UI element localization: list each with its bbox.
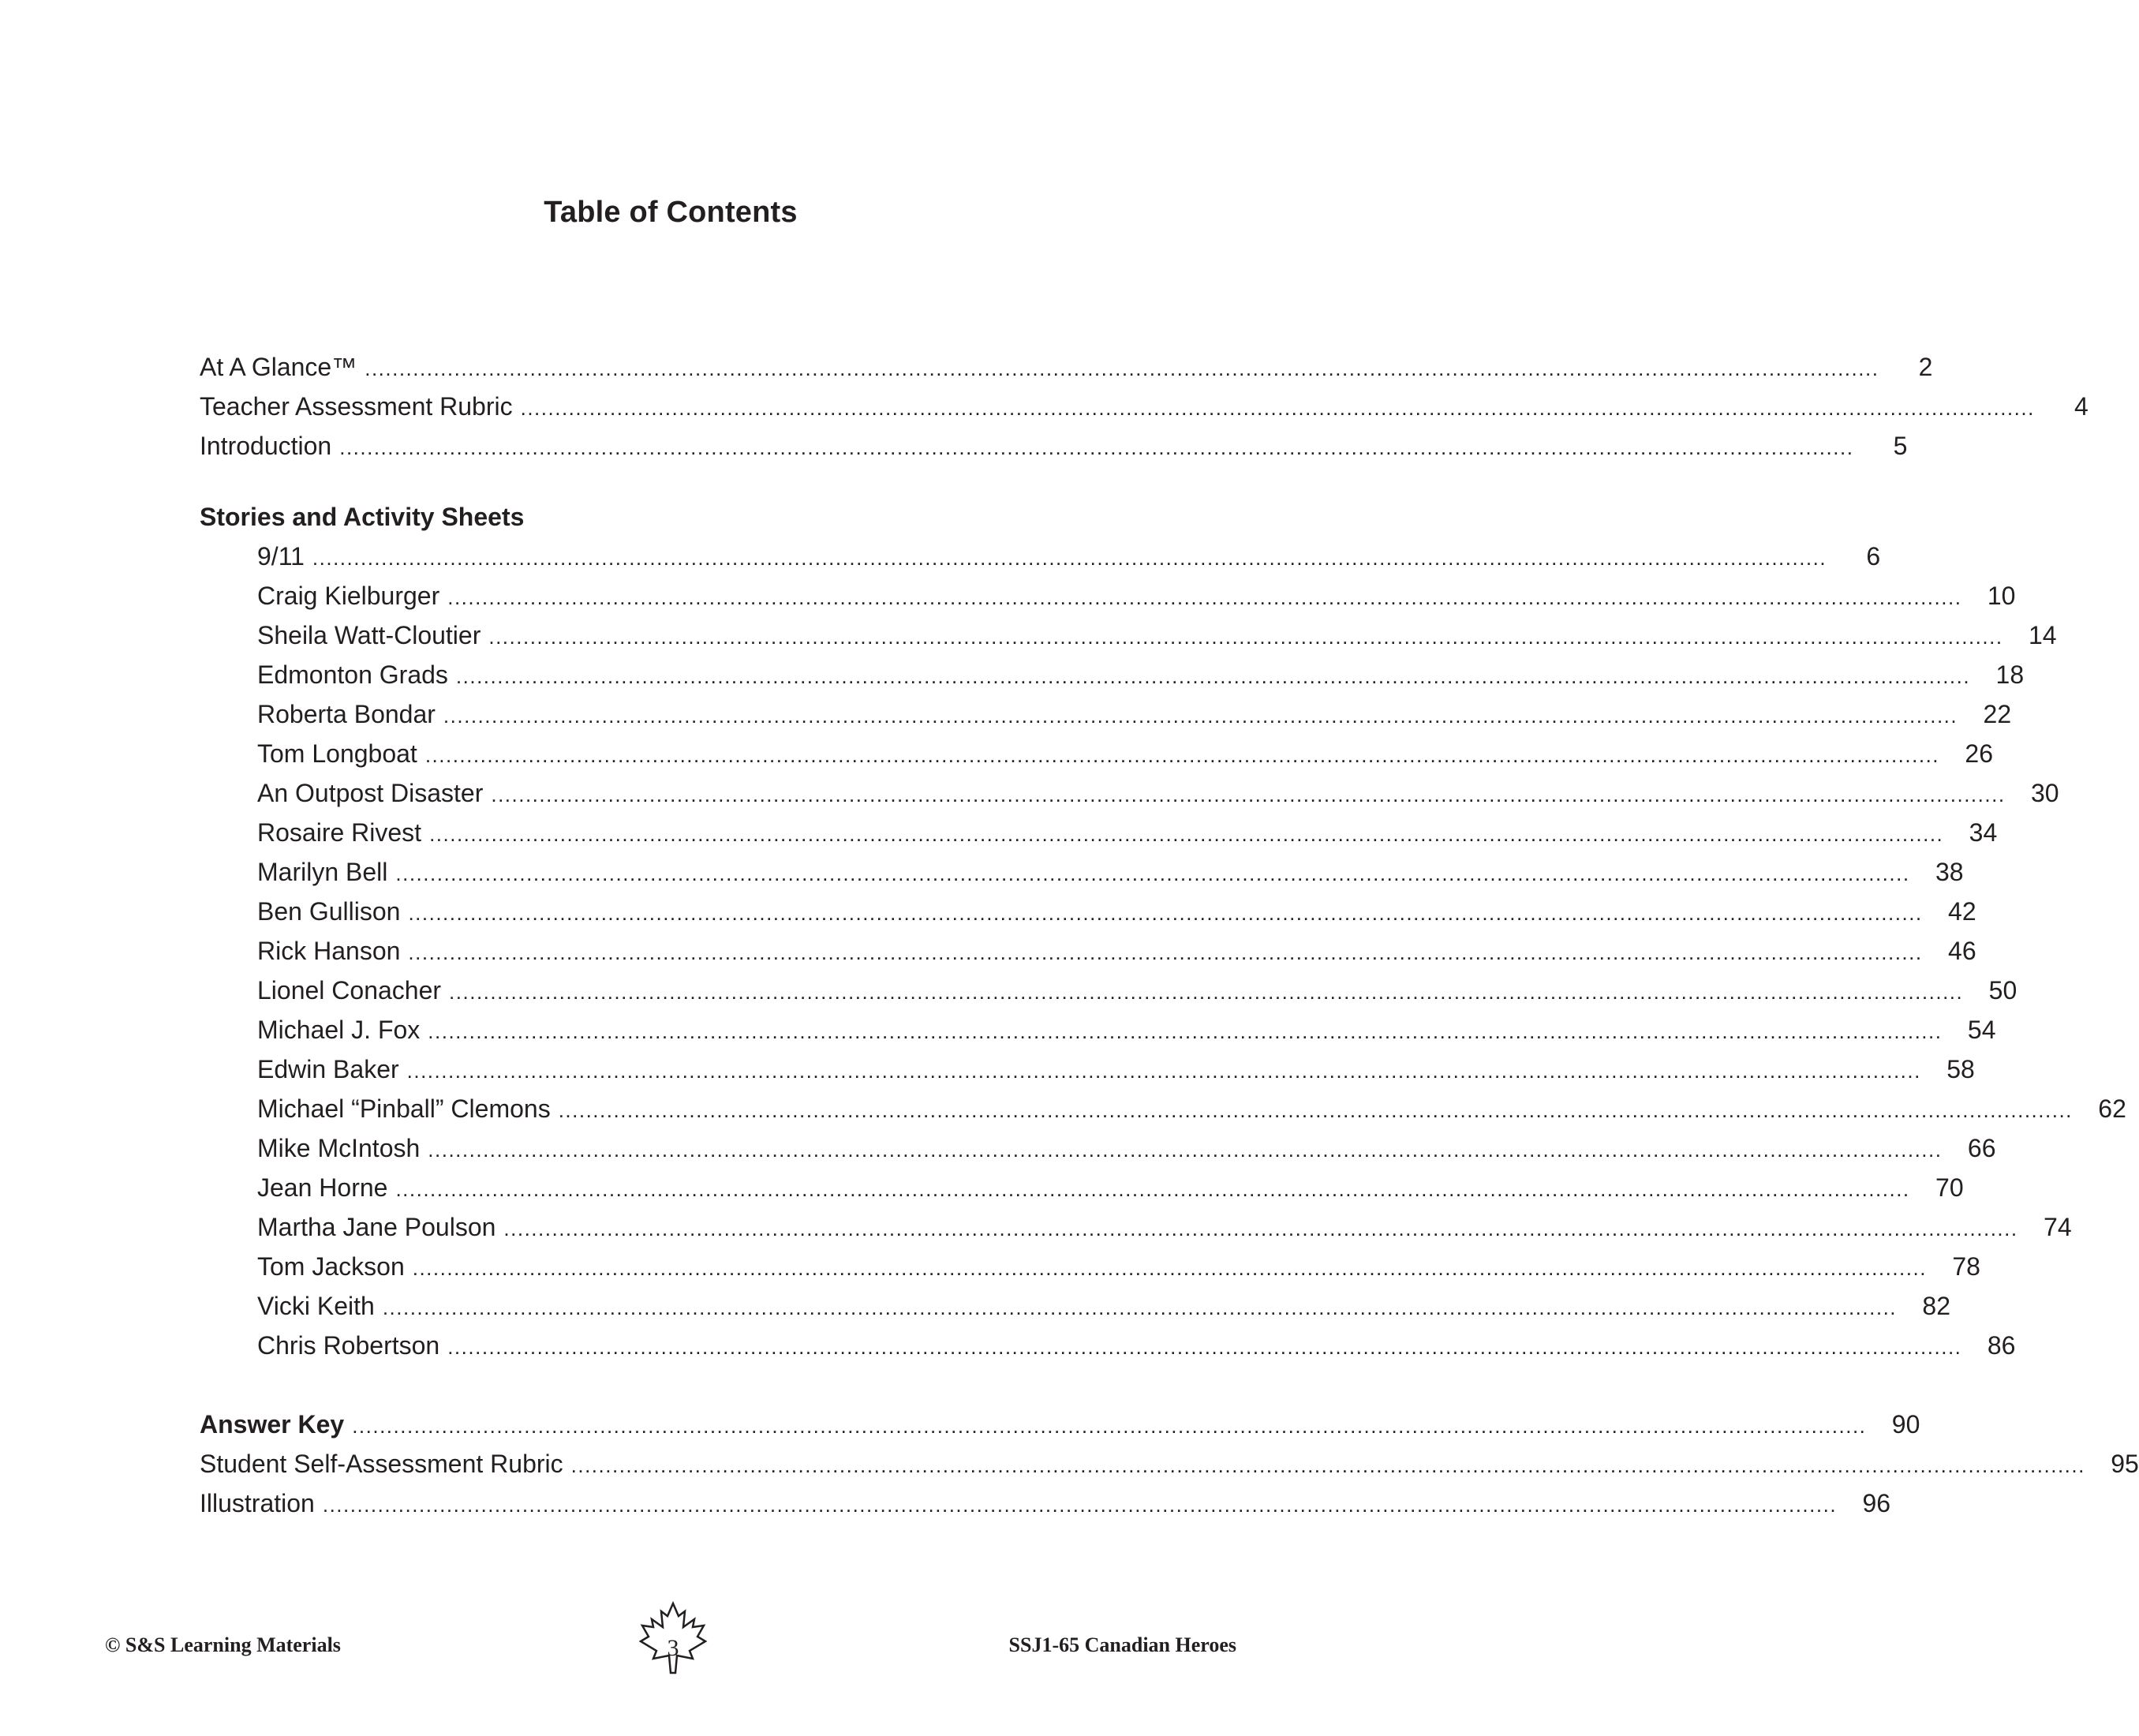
toc-entry-page: 14 [2028,620,2057,649]
dot-leader: ............................................................................................................................................................................................................................ [312,545,1827,570]
toc-entry [200,1444,2139,1483]
toc-entry [200,1128,1996,1168]
toc-entry [200,1286,1951,1326]
toc-entry-label: Student Self-Assessment Rubric [200,1449,563,1478]
toc-entry [200,1010,1996,1049]
dot-leader: ............................................................................................................................................................................................................................ [503,1216,2018,1240]
toc-entry-label: 9/11 [257,541,305,571]
dot-leader: ............................................................................................................................................................................................................................ [424,743,1940,767]
toc-entry-label: Edmonton Grads [257,660,448,689]
toc-entry [200,694,2012,734]
toc-entry-page: 30 [2030,778,2059,807]
toc-entry [200,813,1998,852]
toc-entry-page: 4 [2074,391,2089,421]
toc-entry [200,576,2016,615]
dot-leader: ............................................................................................................................................................................................................................ [395,861,1910,885]
toc-entry-label: Martha Jane Poulson [257,1212,496,1241]
toc-entry [200,387,2089,426]
toc-entry-label: At A Glance™ [200,352,357,381]
toc-entry-page: 78 [1952,1251,1980,1281]
toc-entry-label: Vicki Keith [257,1291,375,1320]
toc-entry-page: 70 [1935,1173,1964,1202]
toc-entry-page: 42 [1948,896,1976,926]
toc-entry-label: Rosaire Rivest [257,817,422,847]
toc-entry-label: Marilyn Bell [257,857,388,886]
toc-entry-label: Sheila Watt-Cloutier [257,620,481,649]
table-of-contents [200,347,2139,1523]
dot-leader: ............................................................................................................................................................................................................................ [558,1098,2073,1122]
toc-entry-page: 58 [1946,1054,1975,1083]
toc-entry-label: Tom Longboat [257,739,417,768]
toc-entry [200,1089,2126,1128]
dot-leader: ............................................................................................................................................................................................................................ [408,900,1923,925]
dot-leader: ............................................................................................................................................................................................................................ [455,664,1971,688]
dot-leader: ............................................................................................................................................................................................................................ [428,1019,1943,1043]
section-heading: Stories and Activity Sheets [200,502,525,531]
dot-leader: ............................................................................................................................................................................................................................ [488,624,2003,649]
toc-entry-page: 10 [1987,581,2016,610]
toc-entry [200,773,2059,813]
toc-entry-label: Teacher Assessment Rubric [200,391,513,421]
toc-entry-page: 95 [2111,1449,2139,1478]
page-title: Table of Contents [544,196,798,229]
dot-leader: ............................................................................................................................................................................................................................ [520,395,2035,420]
dot-leader: ............................................................................................................................................................................................................................ [365,356,1879,380]
toc-entry-page: 26 [1965,739,1994,768]
toc-entry-label: Introduction [200,431,332,460]
toc-entry-page: 50 [1988,975,2017,1005]
toc-entry-label: Jean Horne [257,1173,388,1202]
toc-entry-page: 82 [1922,1291,1951,1320]
back-matter-list [200,1405,2139,1523]
toc-entry [200,1247,1980,1286]
dot-leader: ............................................................................................................................................................................................................................ [428,1137,1943,1162]
toc-entry [200,1049,1975,1089]
toc-entry-page: 38 [1935,857,1964,886]
toc-entry [200,892,1976,931]
toc-entry [200,537,1881,576]
toc-entry-page: 62 [2098,1094,2126,1123]
dot-leader: ............................................................................................................................................................................................................................ [491,782,2006,806]
toc-entry [200,852,1964,892]
toc-entry-label: Answer Key [200,1409,345,1439]
toc-entry-page: 18 [1995,660,2025,689]
toc-entry-page: 74 [2044,1212,2072,1241]
dot-leader: ............................................................................................................................................................................................................................ [339,435,1854,459]
front-matter-list [200,347,2089,466]
dot-leader: ............................................................................................................................................................................................................................ [412,1255,1927,1280]
toc-entry-page: 90 [1891,1409,1920,1439]
toc-entry-label: Michael “Pinball” Clemons [257,1094,551,1123]
toc-entry-page: 96 [1862,1488,1891,1517]
toc-entry [200,1207,2072,1247]
toc-entry-label: Edwin Baker [257,1054,399,1083]
toc-entry [200,615,2057,655]
toc-entry-label: Illustration [200,1488,315,1517]
footer-publisher: © S&S Learning Materials [105,1633,341,1656]
toc-entry [200,931,1976,971]
toc-entry-page: 66 [1967,1133,1996,1162]
toc-entry-page: 22 [1983,699,2012,728]
dot-leader: ............................................................................................................................................................................................................................ [570,1453,2085,1477]
toc-entry-label: Lionel Conacher [257,975,442,1005]
toc-entry [200,734,1994,773]
dot-leader: ............................................................................................................................................................................................................................ [449,979,1964,1004]
toc-entry [200,1168,1964,1207]
dot-leader: ............................................................................................................................................................................................................................ [395,1177,1910,1201]
toc-entry-page: 34 [1969,817,1998,847]
toc-entry [200,1405,1920,1444]
toc-entry [200,347,1933,387]
toc-entry-label: Rick Hanson [257,936,401,965]
toc-entry-page: 6 [1866,541,1881,571]
toc-entry [200,1326,2016,1365]
dot-leader: ............................................................................................................................................................................................................................ [447,1334,1962,1359]
toc-entry-label: Roberta Bondar [257,699,436,728]
dot-leader: ............................................................................................................................................................................................................................ [447,585,1962,609]
dot-leader: ............................................................................................................................................................................................................................ [382,1295,1898,1319]
toc-entry-label: Mike McIntosh [257,1133,421,1162]
toc-entry [200,426,1908,466]
toc-entry [200,971,2017,1010]
toc-entry-page: 2 [1918,352,1933,381]
toc-entry-label: Michael J. Fox [257,1015,421,1044]
toc-entry-label: Chris Robertson [257,1330,440,1360]
toc-entry-page: 86 [1987,1330,2016,1360]
footer-series: SSJ1-65 Canadian Heroes [1008,1633,1236,1656]
dot-leader: ............................................................................................................................................................................................................................ [408,940,1923,964]
toc-entry-page: 46 [1948,936,1976,965]
dot-leader: ............................................................................................................................................................................................................................ [443,703,1958,728]
toc-entry [200,655,2025,694]
toc-entry-label: Craig Kielburger [257,581,440,610]
dot-leader: ............................................................................................................................................................................................................................ [406,1058,1921,1083]
toc-entry-page: 5 [1893,431,1908,460]
dot-leader: ............................................................................................................................................................................................................................ [322,1492,1838,1517]
toc-entry [200,1483,1891,1523]
page-number: 3 [667,1635,679,1661]
stories-list [200,537,2126,1365]
toc-entry-page: 54 [1967,1015,1996,1044]
toc-entry-label: An Outpost Disaster [257,778,484,807]
dot-leader: ............................................................................................................................................................................................................................ [429,821,1944,846]
toc-entry-label: Ben Gullison [257,896,401,926]
toc-entry-label: Tom Jackson [257,1251,405,1281]
dot-leader: ............................................................................................................................................................................................................................ [352,1413,1867,1438]
